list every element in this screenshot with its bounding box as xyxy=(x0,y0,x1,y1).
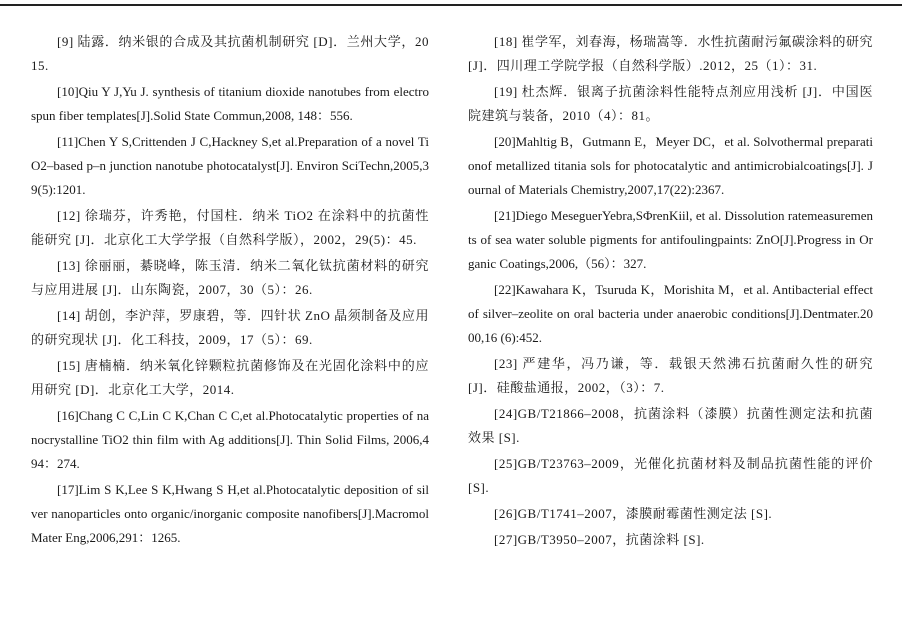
reference-13: [13] 徐丽丽，綦晓峰，陈玉清．纳米二氧化钛抗菌材料的研究与应用进展 [J]．山东陶瓷，2007，30（5）：26. xyxy=(31,258,429,297)
reference-20: [20]Mahltig B，Gutmann E，Meyer DC，et al. Solvothermal preparationof metallized titania sols for photocatalytic and antimicrobialcoatings[J]. Journal of Materials Chemistry,2007,17(22):2367. xyxy=(468,134,873,197)
reference-14: [14] 胡创，李沪萍，罗康碧，等．四针状 ZnO 晶须制备及应用的研究现状 [J]．化工科技，2009，17（5）：69. xyxy=(31,308,429,347)
reference-27: [27]GB/T3950–2007，抗菌涂料 [S]. xyxy=(494,532,705,547)
header-rule xyxy=(0,4,902,6)
reference-25: [25]GB/T23763–2009，光催化抗菌材料及制品抗菌性能的评价 [S]. xyxy=(468,456,873,495)
reference-18: [18] 崔学军，刘春海，杨瑞嵩等．水性抗菌耐污氟碳涂料的研究 [J]．四川理工学院学报（自然科学版）.2012，25（1）：31. xyxy=(468,34,873,73)
reference-column-left xyxy=(31,30,429,550)
reference-column-right xyxy=(468,30,873,552)
reference-11: [11]Chen Y S,Crittenden J C,Hackney S,et al.Preparation of a novel TiO2–based p–n junction nanotube photocatalyst[J]. Environ SciTechn,2005,39(5):1201. xyxy=(31,134,429,197)
reference-26: [26]GB/T1741–2007，漆膜耐霉菌性测定法 [S]. xyxy=(494,506,773,521)
reference-15: [15] 唐楠楠．纳米氧化锌颗粒抗菌修饰及在光固化涂料中的应用研究 [D]．北京化工大学，2014. xyxy=(31,358,429,397)
reference-19: [19] 杜杰辉．银离子抗菌涂料性能特点剂应用浅析 [J]．中国医院建筑与装备，2010（4）：81。 xyxy=(468,84,873,123)
reference-22: [22]Kawahara K，Tsuruda K，Morishita M，et al. Antibacterial effect of silver–zeolite on oral bacteria under anaerobic conditions[J].Dentmater.2000,16 (6):452. xyxy=(468,282,873,345)
reference-9: [9] 陆露．纳米银的合成及其抗菌机制研究 [D]．兰州大学，2015. xyxy=(31,34,429,73)
reference-21: [21]Diego MeseguerYebra,SΦrenKiil, et al. Dissolution ratemeasurements of sea water soluble pigments for antifoulingpaints: ZnO[J].Progress in Organic Coatings,2006,（56）：327. xyxy=(468,208,873,271)
reference-12: [12] 徐瑞芬，许秀艳，付国柱．纳米 TiO2 在涂料中的抗菌性能研究 [J]．北京化工大学学报（自然科学版），2002，29(5)：45. xyxy=(31,208,429,247)
reference-16: [16]Chang C C,Lin C K,Chan C C,et al.Photocatalytic properties of nanocrystalline TiO2 thin film with Ag additions[J]. Thin Solid Films, 2006,494：274. xyxy=(31,408,429,471)
reference-10: [10]Qiu Y J,Yu J. synthesis of titanium dioxide nanotubes from electrospun fiber templates[J].Solid State Commun,2008, 148：556. xyxy=(31,84,429,123)
reference-24: [24]GB/T21866–2008，抗菌涂料（漆膜）抗菌性测定法和抗菌效果 [S]. xyxy=(468,406,873,445)
reference-23: [23] 严建华，冯乃谦，等．载银天然沸石抗菌耐久性的研究 [J]．硅酸盐通报，2002，（3）：7. xyxy=(468,356,873,395)
reference-17: [17]Lim S K,Lee S K,Hwang S H,et al.Photocatalytic deposition of silver nanoparticles onto organic/inorganic composite nanofibers[J].Macromol Mater Eng,2006,291：1265. xyxy=(31,482,429,545)
